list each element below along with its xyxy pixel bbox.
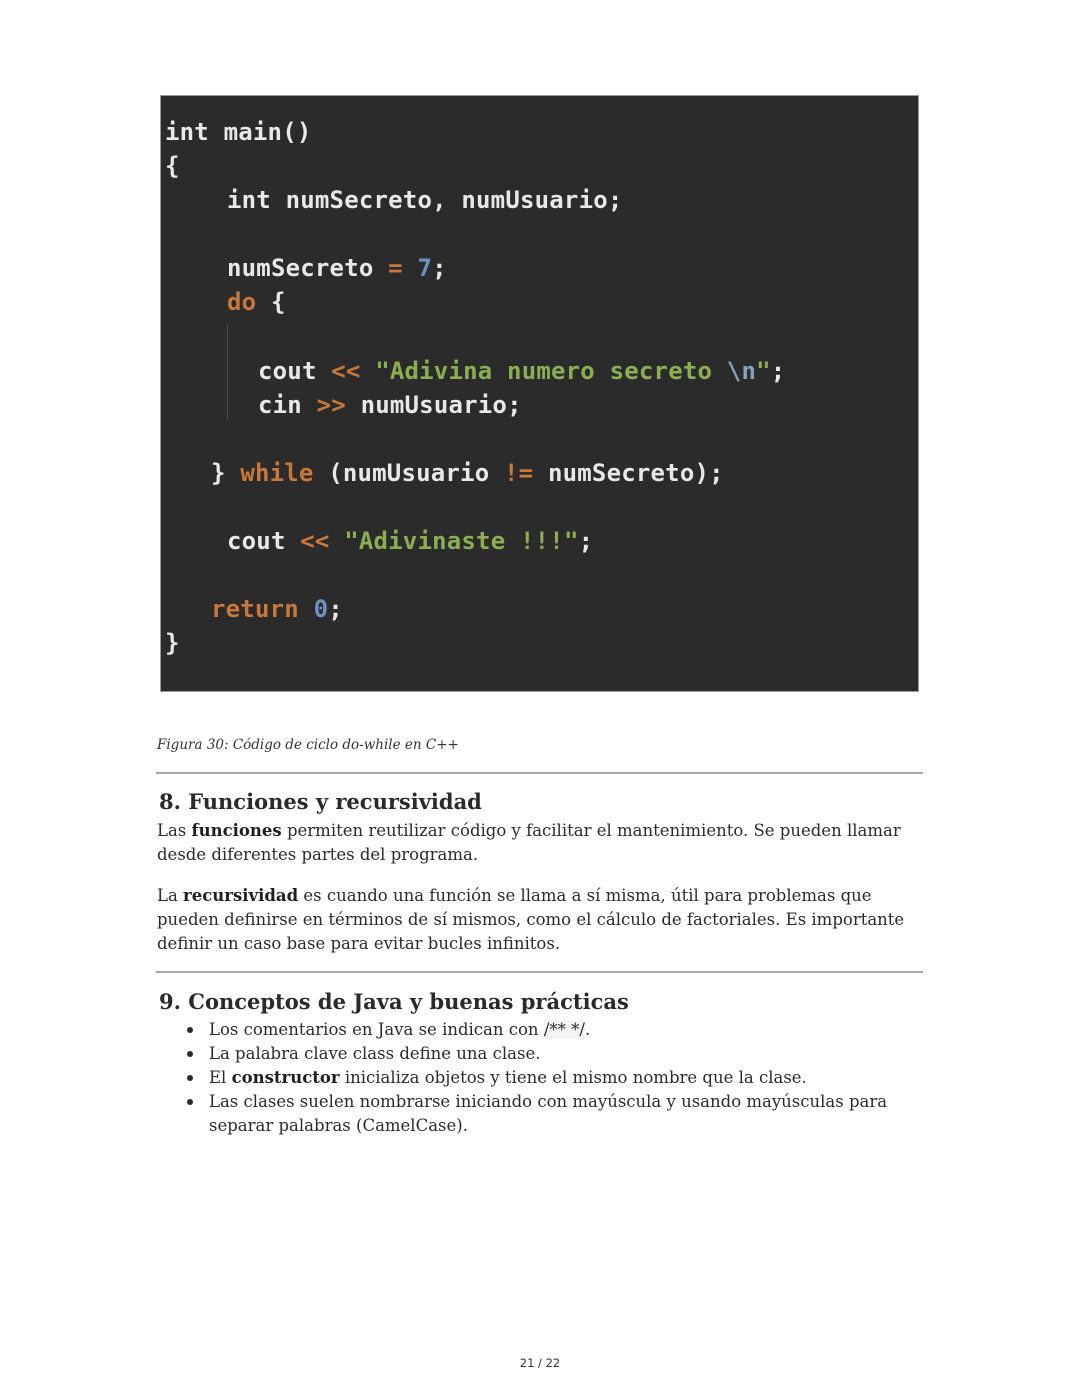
inline-code: /** */ <box>543 1020 585 1039</box>
code-screenshot-figure <box>160 95 919 692</box>
list-item <box>157 1090 917 1138</box>
code-token: 7 <box>417 254 433 282</box>
code-token: cout <box>258 357 332 385</box>
code-line <box>227 288 286 316</box>
section-heading: 8. Funciones y recursividad <box>159 789 482 814</box>
code-token: cin <box>258 391 317 419</box>
code-token: numSecreto); <box>533 459 724 487</box>
paragraph-text: Las <box>157 821 192 840</box>
paragraph-recursividad <box>157 884 917 956</box>
code-token: << <box>331 357 361 385</box>
indent-guide <box>227 324 228 420</box>
code-token: numSecreto <box>227 254 389 282</box>
code-line <box>165 118 312 146</box>
code-token: "Adivinaste !!!" <box>329 527 579 555</box>
section-heading: 9. Conceptos de Java y buenas prácticas <box>159 989 629 1014</box>
paragraph-text: La <box>157 886 184 905</box>
list-item-text: Las clases suelen nombrarse iniciando con mayúscula y usando mayúsculas para separar palabras (CamelCase). <box>209 1092 888 1135</box>
code-token: return <box>211 595 299 623</box>
code-token: { <box>165 152 180 180</box>
paragraph-text: permiten reutilizar código y facilitar el mantenimiento. Se pueden llamar desde diferentes partes del programa. <box>157 821 901 864</box>
list-item-text: define una clase. <box>394 1044 541 1063</box>
bullet-list <box>157 1018 917 1138</box>
code-token: != <box>504 459 534 487</box>
code-token: } <box>165 629 180 657</box>
section-divider <box>156 971 923 973</box>
list-item <box>157 1018 917 1042</box>
list-item-text: Los comentarios en Java se indican con <box>209 1020 544 1039</box>
code-token: ; <box>432 254 447 282</box>
code-token <box>403 254 418 282</box>
code-line <box>165 152 180 180</box>
code-token: int numSecreto, numUsuario; <box>227 186 623 214</box>
bold-term: constructor <box>231 1068 340 1087</box>
code-token: >> <box>316 391 346 419</box>
code-token: do <box>227 288 257 316</box>
code-line <box>258 357 785 385</box>
section-divider <box>156 772 923 774</box>
list-item <box>157 1042 917 1066</box>
paragraph-funciones <box>157 819 917 867</box>
list-item-text: El <box>209 1068 232 1087</box>
code-token: 0 <box>313 595 329 623</box>
bullet-icon <box>187 1075 193 1081</box>
code-token: " <box>756 357 771 385</box>
code-line <box>258 391 522 419</box>
code-line <box>227 254 447 282</box>
bold-term: funciones <box>191 821 282 840</box>
bold-term: recursividad <box>183 886 299 905</box>
code-token: } <box>211 459 241 487</box>
code-token: = <box>388 254 403 282</box>
list-item-text: La palabra clave <box>209 1044 353 1063</box>
list-item-text: inicializa objetos y tiene el mismo nombre que la clase. <box>339 1068 807 1087</box>
code-token: while <box>240 459 314 487</box>
code-token: ; <box>578 527 594 555</box>
bullet-icon <box>187 1099 193 1105</box>
code-line <box>211 595 343 623</box>
page-number: 21 / 22 <box>519 1356 561 1370</box>
code-token: int main() <box>165 118 312 146</box>
code-token: "Adivina numero secreto <box>360 357 727 385</box>
code-token <box>299 595 314 623</box>
code-token: (numUsuario <box>313 459 505 487</box>
code-token: { <box>256 288 286 316</box>
code-token: ; <box>770 357 786 385</box>
code-token: cout <box>227 527 301 555</box>
figure-caption: Figura 30: Código de ciclo do-while en C++ <box>157 737 459 753</box>
list-item-text: . <box>584 1020 591 1039</box>
bullet-icon <box>187 1027 193 1033</box>
code-line <box>227 186 623 214</box>
inline-code: class <box>352 1044 395 1063</box>
code-line <box>227 527 593 555</box>
code-token: \n <box>726 357 757 385</box>
paragraph-text: es cuando una función se llama a sí misma, útil para problemas que pueden definirse en términos de sí mismos, como el cálculo de factoriales. Es importante definir un caso base para evitar bucles infinitos. <box>157 886 905 953</box>
code-line <box>211 459 724 487</box>
code-line <box>165 629 180 657</box>
code-token: << <box>300 527 330 555</box>
bullet-icon <box>187 1051 193 1057</box>
code-token: ; <box>328 595 343 623</box>
code-token: numUsuario; <box>345 391 522 419</box>
list-item <box>157 1066 917 1090</box>
